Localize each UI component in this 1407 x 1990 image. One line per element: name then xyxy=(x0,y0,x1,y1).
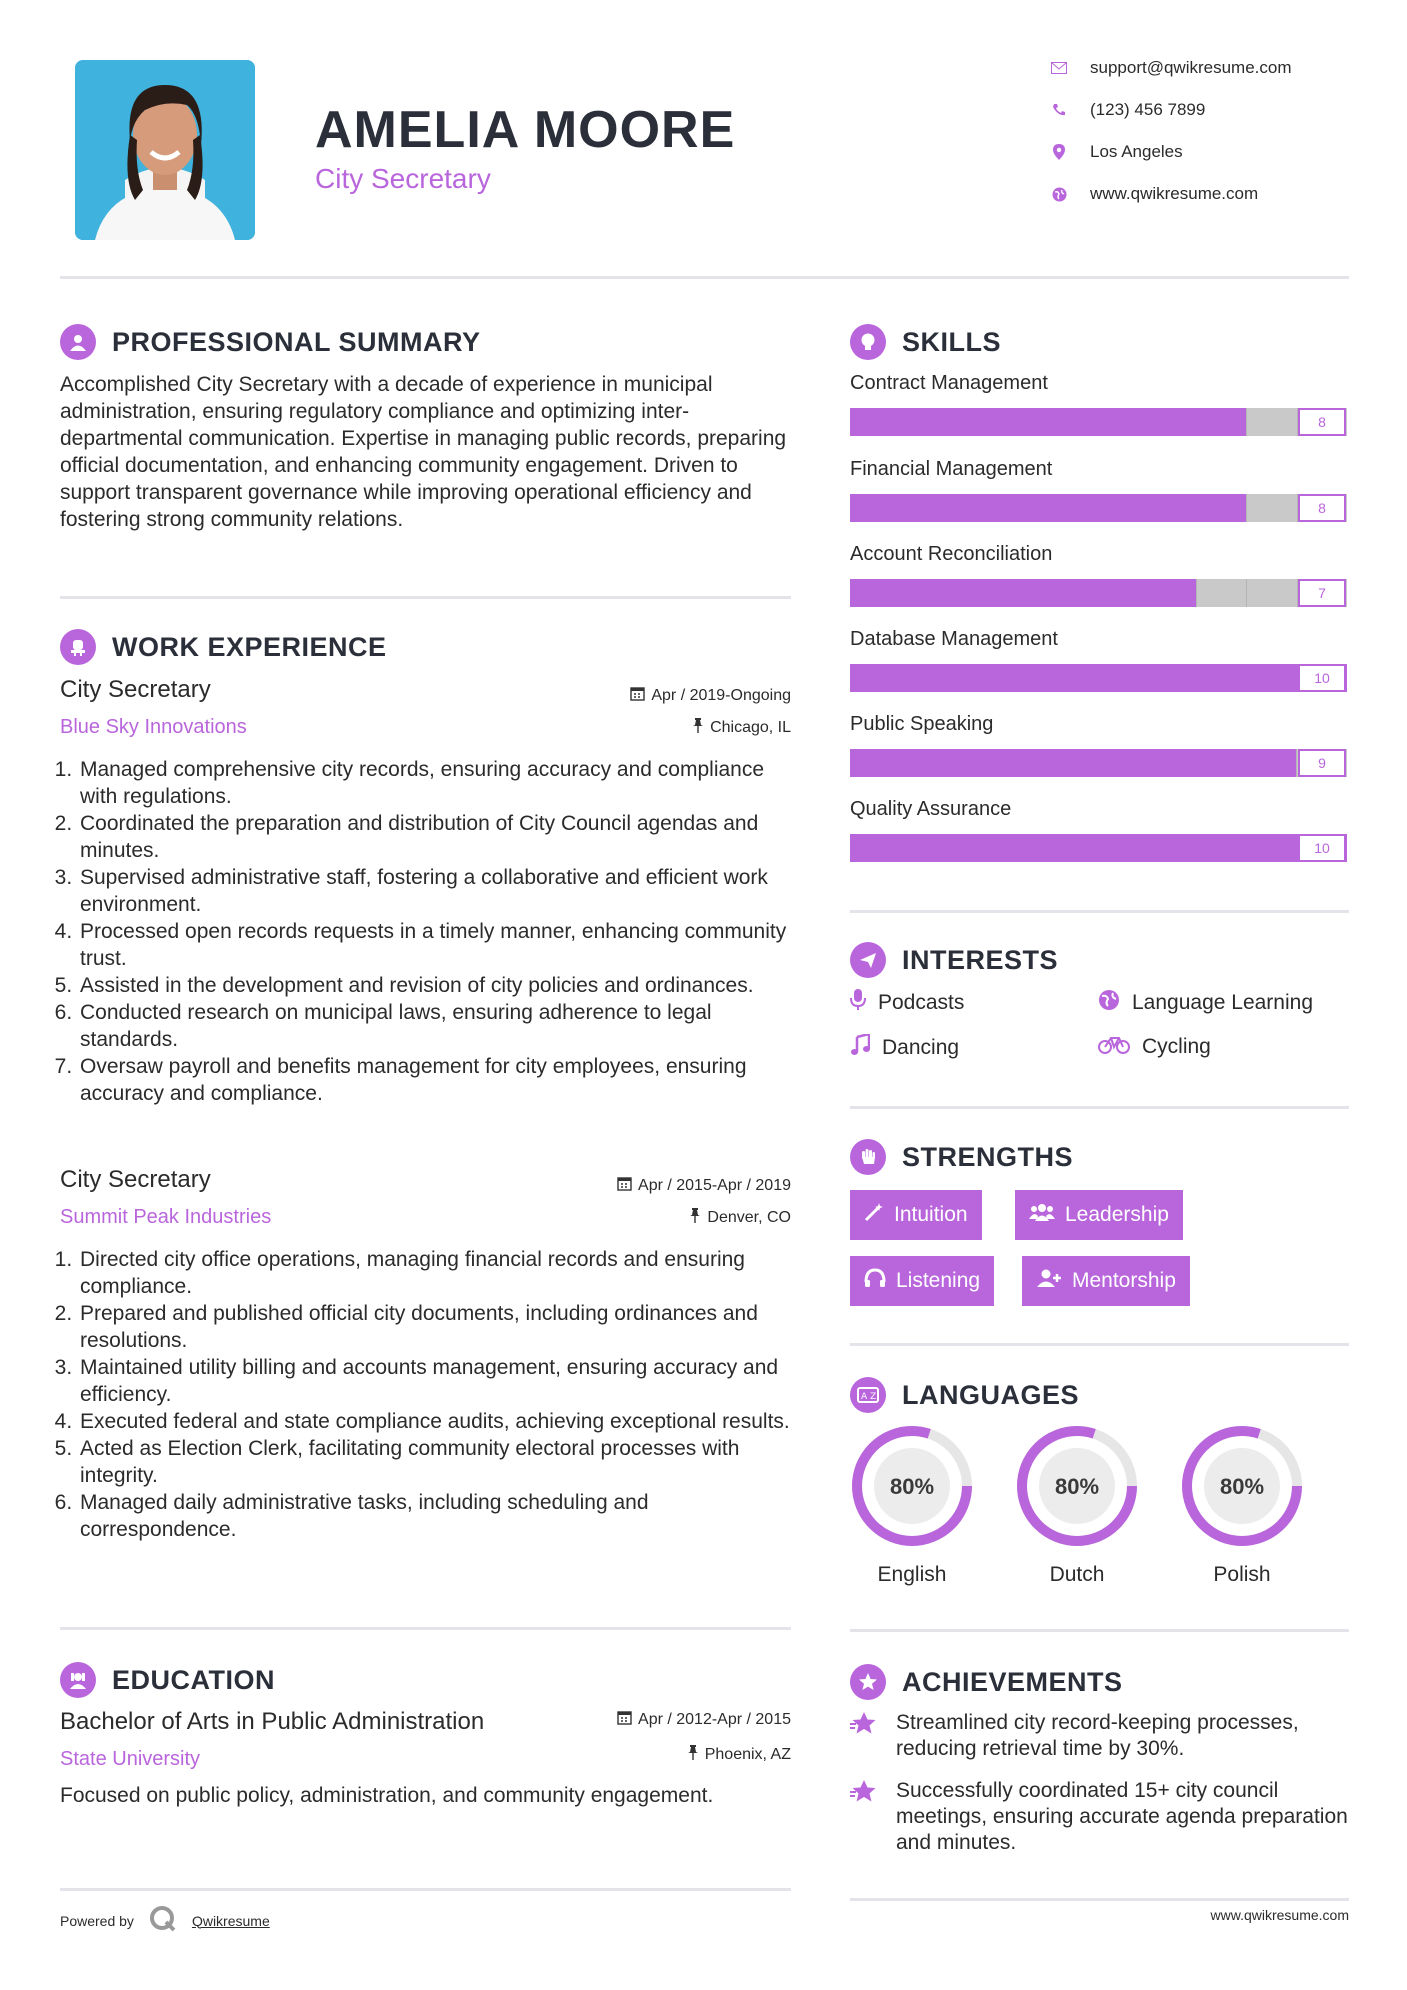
strength-label: Leadership xyxy=(1065,1203,1169,1226)
skill-value: 10 xyxy=(1298,834,1346,862)
education-dates-text: Apr / 2012-Apr / 2015 xyxy=(638,1711,791,1728)
achievement-text: Successfully coordinated 15+ city council meetings, ensuring accurate agenda preparation and minutes. xyxy=(896,1779,1348,1854)
skill-segment-filled xyxy=(999,664,1049,692)
interest-item xyxy=(850,1034,959,1062)
skill-row xyxy=(850,494,1346,522)
lightbulb-icon xyxy=(850,324,886,360)
interests-heading: INTERESTS xyxy=(902,944,1059,975)
globe-icon xyxy=(1050,185,1068,203)
languages-section-header xyxy=(850,1377,1079,1413)
skills-divider xyxy=(850,910,1349,913)
contact-email[interactable] xyxy=(1050,58,1292,78)
skill-segment-filled xyxy=(1048,579,1097,607)
svg-text:A: A xyxy=(861,1392,868,1402)
contact-location xyxy=(1050,142,1183,162)
skill-segment-filled xyxy=(850,834,900,862)
user-icon xyxy=(60,324,96,360)
skill-segment-filled xyxy=(900,494,950,522)
language-percent: 80% xyxy=(889,1474,935,1499)
pushpin-icon xyxy=(689,1208,701,1228)
skill-segment-filled xyxy=(1048,494,1098,522)
skill-segment-filled xyxy=(1248,664,1298,692)
job-2-bullet: 5. Acted as Election Clerk, facilitating community electoral processes with integrity. xyxy=(78,1435,804,1489)
calendar-icon xyxy=(617,1176,632,1196)
trophy-star-icon xyxy=(850,1778,882,1856)
skill-name: Financial Management xyxy=(850,458,1053,480)
skill-segment-filled xyxy=(850,749,900,777)
job-1-bullet: 3. Supervised administrative staff, fostering a collaborative and efficient work environment. xyxy=(78,864,804,918)
job-1-location-text: Chicago, IL xyxy=(710,719,791,736)
language-percent: 80% xyxy=(1219,1474,1265,1499)
skill-segment-filled xyxy=(949,494,999,522)
skill-segment-filled xyxy=(850,579,899,607)
skill-segment-filled xyxy=(999,834,1049,862)
interests-section-header xyxy=(850,942,1058,978)
star-badge-icon xyxy=(850,1664,886,1700)
job-1-bullet: 4. Processed open records requests in a timely manner, enhancing community trust. xyxy=(78,918,804,972)
skill-segment-filled xyxy=(900,834,950,862)
skill-segment-filled xyxy=(1197,408,1247,436)
achievements-section-header xyxy=(850,1664,1123,1700)
strength-tag xyxy=(1022,1256,1190,1306)
footer-website[interactable]: www.qwikresume.com xyxy=(1210,1907,1349,1923)
language-percent: 80% xyxy=(1054,1474,1100,1499)
powered-by-label: Powered by xyxy=(60,1912,134,1929)
skill-segment-empty xyxy=(1196,579,1246,607)
job-1-bullet: 5. Assisted in the development and revision of city policies and ordinances. xyxy=(78,972,804,999)
skill-segment-filled xyxy=(949,664,999,692)
skill-segment-filled xyxy=(1098,749,1148,777)
footer-divider-left xyxy=(60,1888,791,1891)
job-2-title: City Secretary xyxy=(60,1166,211,1193)
skills-section-header xyxy=(850,324,1001,360)
work-section-header xyxy=(60,629,387,665)
job-1-bullet: 6. Conducted research on municipal laws, ensuring adherence to legal standards. xyxy=(78,999,804,1053)
language-item xyxy=(1180,1424,1304,1587)
candidate-name: AMELIA MOORE xyxy=(315,101,736,159)
globe-icon xyxy=(1098,989,1120,1017)
contact-phone-text: (123) 456 7899 xyxy=(1090,100,1206,119)
skill-value: 10 xyxy=(1298,664,1346,692)
contact-website[interactable] xyxy=(1050,184,1258,204)
education-description: Focused on public policy, administration, and community engagement. xyxy=(60,1784,714,1807)
skill-row xyxy=(850,664,1346,692)
skill-segment-filled xyxy=(1097,579,1146,607)
skill-segment-filled xyxy=(1247,749,1297,777)
summary-text: Accomplished City Secretary with a decade of experience in municipal administration, ensuring regulatory compliance and optimizing inter-departmental communication. Expertise in managing public records, preparing official documentation, and enhancing community engagement. Driven to support transparent governance while improving operational efficiency and fostering strong community relations. xyxy=(60,373,787,531)
fist-icon xyxy=(850,1139,886,1175)
qwikresume-link[interactable]: Qwikresume xyxy=(191,1912,270,1929)
footer-divider-right xyxy=(850,1898,1349,1901)
strength-tag xyxy=(850,1190,982,1240)
job-1-bullets xyxy=(44,756,804,1107)
work-divider xyxy=(60,1627,791,1630)
skill-segment-filled xyxy=(1148,749,1198,777)
skill-bar xyxy=(850,408,1347,436)
contact-website-text: www.qwikresume.com xyxy=(1090,184,1259,203)
skill-segment-filled xyxy=(999,408,1049,436)
summary-heading: PROFESSIONAL SUMMARY xyxy=(112,326,481,357)
strength-tag xyxy=(850,1256,994,1306)
skill-segment-filled xyxy=(998,579,1047,607)
skill-segment-filled xyxy=(949,579,998,607)
education-heading: EDUCATION xyxy=(112,1664,275,1695)
skill-segment-filled xyxy=(1098,408,1148,436)
phone-icon xyxy=(1050,101,1068,119)
skill-bar xyxy=(850,749,1347,777)
job-2-bullet: 4. Executed federal and state compliance audits, achieving exceptional results. xyxy=(78,1408,804,1435)
skill-segment-filled xyxy=(900,408,950,436)
skill-segment-filled xyxy=(949,834,999,862)
job-2-location-text: Denver, CO xyxy=(707,1209,791,1226)
skill-name: Account Reconciliation xyxy=(850,543,1053,565)
skill-segment-filled xyxy=(850,494,900,522)
job-2-bullet: 6. Managed daily administrative tasks, including scheduling and correspondence. xyxy=(78,1489,804,1543)
strengths-section-header xyxy=(850,1139,1073,1175)
skill-segment-filled xyxy=(1148,834,1198,862)
job-1-dates-text: Apr / 2019-Ongoing xyxy=(651,687,791,704)
skill-segment-empty xyxy=(1246,579,1296,607)
language-ring xyxy=(850,1424,974,1548)
skill-segment-filled xyxy=(1147,408,1197,436)
achievement-item xyxy=(850,1778,1350,1856)
job-2-bullet: 3. Maintained utility billing and accounts management, ensuring accuracy and efficiency. xyxy=(78,1354,804,1408)
skill-segment-filled xyxy=(1048,749,1098,777)
skill-row xyxy=(850,579,1346,607)
achievements-heading: ACHIEVEMENTS xyxy=(902,1666,1123,1697)
achievement-text: Streamlined city record-keeping processes, reducing retrieval time by 30%. xyxy=(896,1711,1299,1760)
education-degree: Bachelor of Arts in Public Administration xyxy=(60,1708,485,1735)
interest-label: Language Learning xyxy=(1132,991,1314,1014)
contact-location-text: Los Angeles xyxy=(1090,142,1183,161)
skill-segment-filled xyxy=(1147,494,1197,522)
skill-row xyxy=(850,408,1346,436)
skill-segment-filled xyxy=(999,494,1049,522)
skill-segment-filled xyxy=(900,664,950,692)
skill-bar xyxy=(850,664,1347,692)
languages-heading: LANGUAGES xyxy=(902,1379,1080,1410)
job-2-dates-text: Apr / 2015-Apr / 2019 xyxy=(638,1177,791,1194)
candidate-title: City Secretary xyxy=(315,163,491,194)
language-name: Dutch xyxy=(1049,1563,1105,1586)
briefcase-icon xyxy=(60,629,96,665)
skill-segment-filled xyxy=(1049,664,1099,692)
microphone-icon xyxy=(850,989,866,1017)
job-2-bullet: 1. Directed city office operations, managing financial records and ensuring compliance. xyxy=(78,1246,804,1300)
skill-segment-filled xyxy=(850,664,900,692)
work-heading: WORK EXPERIENCE xyxy=(112,631,387,662)
skill-segment-filled xyxy=(1146,579,1195,607)
skill-value: 8 xyxy=(1298,408,1346,436)
job-1-bullet: 7. Oversaw payroll and benefits management for city employees, ensuring accuracy and compliance. xyxy=(78,1053,804,1107)
user-plus-icon xyxy=(1036,1268,1062,1294)
language-icon xyxy=(850,1377,886,1413)
users-icon xyxy=(1029,1202,1055,1228)
strengths-divider xyxy=(850,1343,1349,1346)
interest-item xyxy=(1098,1034,1211,1060)
paper-plane-icon xyxy=(850,942,886,978)
skill-name: Contract Management xyxy=(850,372,1048,394)
education-location xyxy=(500,1745,791,1765)
skill-segment-filled xyxy=(850,408,900,436)
skill-segment-filled xyxy=(900,749,950,777)
interests-divider xyxy=(850,1106,1349,1109)
headphones-icon xyxy=(864,1268,886,1294)
music-note-icon xyxy=(850,1034,870,1062)
language-item xyxy=(1015,1424,1139,1587)
contact-email-text: support@qwikresume.com xyxy=(1090,58,1292,77)
job-2-dates xyxy=(500,1176,791,1196)
job-2-location xyxy=(500,1208,791,1228)
skill-bar xyxy=(850,494,1347,522)
education-section-header xyxy=(60,1662,275,1698)
skill-name: Database Management xyxy=(850,628,1058,650)
language-ring xyxy=(1180,1424,1304,1548)
powered-by xyxy=(60,1904,270,1937)
contact-phone[interactable] xyxy=(1050,100,1205,120)
strength-label: Intuition xyxy=(894,1203,968,1226)
language-ring xyxy=(1015,1424,1139,1548)
magic-wand-icon xyxy=(864,1202,884,1228)
skill-segment-filled xyxy=(1099,664,1149,692)
mail-icon xyxy=(1050,59,1068,77)
skill-segment-filled xyxy=(1148,664,1198,692)
language-name: Polish xyxy=(1213,1563,1271,1586)
qwikresume-logo-icon xyxy=(148,1904,178,1937)
strength-label: Listening xyxy=(896,1269,981,1292)
job-1-bullet: 2. Coordinated the preparation and distribution of City Council agendas and minutes. xyxy=(78,810,804,864)
skill-name: Public Speaking xyxy=(850,713,994,735)
interest-item xyxy=(1098,989,1313,1017)
graduation-icon xyxy=(60,1662,96,1698)
job-1-title: City Secretary xyxy=(60,676,211,703)
skills-heading: SKILLS xyxy=(902,326,1002,357)
interest-item xyxy=(850,989,964,1017)
interest-label: Cycling xyxy=(1142,1035,1211,1058)
header-divider xyxy=(60,276,1349,279)
skill-value: 9 xyxy=(1298,749,1346,777)
skill-segment-filled xyxy=(1048,408,1098,436)
education-location-text: Phoenix, AZ xyxy=(704,1746,791,1763)
skill-segment-filled xyxy=(1197,749,1247,777)
svg-text:Z: Z xyxy=(870,1392,877,1402)
profile-photo xyxy=(75,60,255,240)
languages-divider xyxy=(850,1629,1349,1632)
calendar-icon xyxy=(617,1710,632,1730)
language-item xyxy=(850,1424,974,1587)
summary-divider xyxy=(60,596,791,599)
skill-segment-filled xyxy=(1198,664,1248,692)
job-2-company: Summit Peak Industries xyxy=(60,1206,272,1228)
skill-value: 7 xyxy=(1298,579,1346,607)
strength-tag xyxy=(1015,1190,1183,1240)
job-1-location xyxy=(500,718,791,738)
skill-row xyxy=(850,834,1346,862)
strength-label: Mentorship xyxy=(1072,1269,1176,1292)
skill-segment-empty xyxy=(1246,494,1297,522)
job-2-bullets xyxy=(44,1246,804,1543)
achievement-item xyxy=(850,1710,1350,1762)
skill-segment-empty xyxy=(1246,408,1297,436)
skill-segment-filled xyxy=(1099,834,1149,862)
skill-row xyxy=(850,749,1346,777)
bicycle-icon xyxy=(1098,1034,1130,1060)
job-1-dates xyxy=(500,686,791,706)
calendar-icon xyxy=(630,686,645,706)
language-name: English xyxy=(877,1563,947,1586)
skill-bar xyxy=(850,834,1347,862)
location-pin-icon xyxy=(1050,143,1068,161)
skill-name: Quality Assurance xyxy=(850,798,1012,820)
job-1-bullet: 1. Managed comprehensive city records, ensuring accuracy and compliance with regulations. xyxy=(78,756,804,810)
skill-segment-filled xyxy=(1049,834,1099,862)
pushpin-icon xyxy=(692,718,704,738)
skill-segment-filled xyxy=(949,408,999,436)
interest-label: Dancing xyxy=(882,1036,960,1059)
skill-segment-filled xyxy=(999,749,1049,777)
job-2-bullet: 2. Prepared and published official city documents, including ordinances and resolutions. xyxy=(78,1300,804,1354)
education-school: State University xyxy=(60,1748,201,1770)
summary-section-header xyxy=(60,324,481,360)
skill-segment-filled xyxy=(949,749,999,777)
skill-bar xyxy=(850,579,1347,607)
interest-label: Podcasts xyxy=(878,991,965,1014)
education-dates xyxy=(500,1710,791,1730)
skill-value: 8 xyxy=(1298,494,1346,522)
skill-segment-filled xyxy=(1098,494,1148,522)
job-1-company: Blue Sky Innovations xyxy=(60,716,247,738)
pushpin-icon xyxy=(687,1745,699,1765)
strengths-heading: STRENGTHS xyxy=(902,1141,1074,1172)
skill-segment-filled xyxy=(1198,834,1248,862)
skill-segment-filled xyxy=(1248,834,1298,862)
trophy-star-icon xyxy=(850,1710,882,1762)
skill-segment-filled xyxy=(1197,494,1247,522)
skill-segment-filled xyxy=(899,579,948,607)
